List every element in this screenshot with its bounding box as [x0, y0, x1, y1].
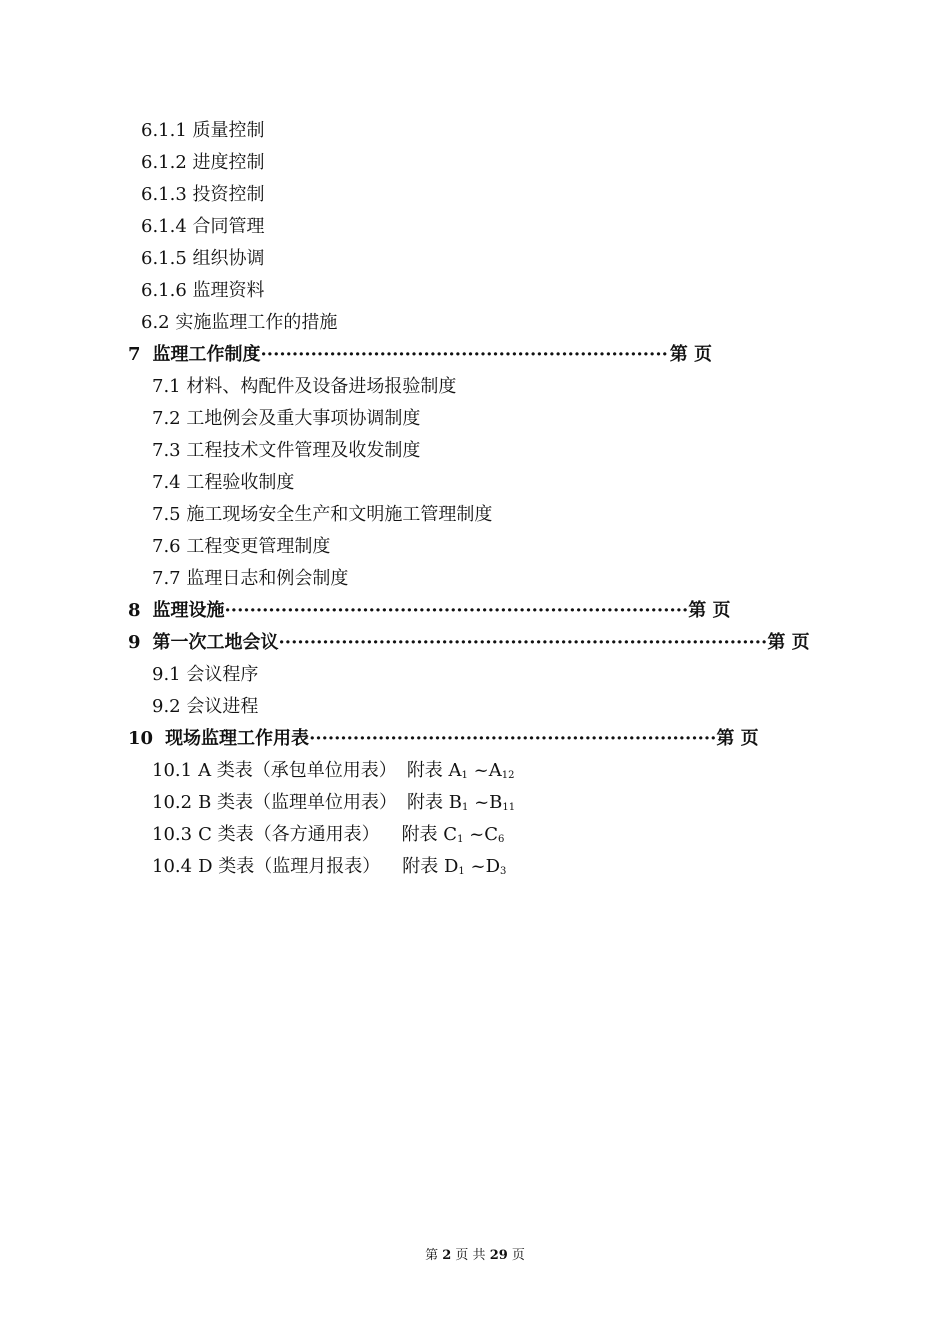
entry-code: 10.2: [152, 792, 193, 813]
subscript: 1: [457, 834, 464, 845]
chapter-title: 监理工作制度: [152, 344, 261, 365]
leader-dots: ··········································································: [224, 600, 689, 621]
subscript: 3: [500, 866, 507, 877]
page-footer: [0, 1248, 950, 1264]
toc-entry-9-2: 9.2 会议进程: [152, 696, 259, 717]
leader-dots: ·································································: [309, 728, 717, 749]
toc-entry-7-7: 7.7 监理日志和例会制度: [152, 568, 349, 589]
entry-code: 10.1: [152, 760, 193, 781]
toc-entry-7-2: 7.2 工地例会及重大事项协调制度: [152, 408, 421, 429]
toc-chapter-8: [128, 600, 731, 622]
toc-entry-7-1: 7.1 材料、构配件及设备进场报验制度: [152, 376, 457, 397]
toc-entry-7-6: 7.6 工程变更管理制度: [152, 536, 331, 557]
page-placeholder: 第 页: [688, 600, 731, 621]
toc-chapter-10: [128, 728, 759, 750]
appendix-ref: 附表 C: [401, 824, 458, 845]
range-sep: ~C: [463, 824, 499, 845]
toc-entry-10-3: [152, 824, 504, 846]
toc-entry-6-1-6: 6.1.6 监理资料: [141, 280, 265, 301]
toc-entry-7-4: 7.4 工程验收制度: [152, 472, 295, 493]
entry-code: 10.4: [152, 856, 193, 877]
entry-code: 10.3: [152, 824, 193, 845]
toc-entry-7-3: 7.3 工程技术文件管理及收发制度: [152, 440, 421, 461]
subscript: 11: [502, 802, 516, 813]
entry-text: C 类表（各方通用表）: [198, 824, 380, 845]
toc-entry-7-5: 7.5 施工现场安全生产和文明施工管理制度: [152, 504, 493, 525]
chapter-title: 第一次工地会议: [152, 632, 279, 653]
appendix-ref: 附表 D: [402, 856, 459, 877]
subscript: 1: [461, 802, 469, 813]
leader-dots: ·································································: [260, 344, 668, 365]
toc-entry-10-2: [152, 792, 515, 814]
appendix-ref: 附表 B: [407, 792, 462, 813]
chapter-number: 8: [128, 600, 141, 621]
chapter-title: 监理设施: [152, 600, 225, 621]
chapter-number: 7: [128, 344, 141, 365]
toc-entry-9-1: 9.1 会议程序: [152, 664, 259, 685]
chapter-number: 9: [128, 632, 141, 653]
page-placeholder: 第 页: [716, 728, 759, 749]
range-sep: ~D: [464, 856, 501, 877]
entry-text: D 类表（监理月报表）: [198, 856, 381, 877]
footer-prefix: 第: [425, 1248, 439, 1263]
range-sep: ~A: [467, 760, 502, 781]
range-sep: ~B: [468, 792, 503, 813]
entry-text: A 类表（承包单位用表）: [198, 760, 397, 781]
toc-entry-10-4: [152, 856, 506, 878]
toc-entry-6-1-5: 6.1.5 组织协调: [141, 248, 265, 269]
footer-suffix: 页: [511, 1248, 525, 1263]
toc-entry-10-1: [152, 760, 514, 782]
toc-entry-6-1-3: 6.1.3 投资控制: [141, 184, 265, 205]
subscript: 6: [498, 834, 505, 845]
chapter-number: 10: [128, 728, 154, 749]
toc-entry-6-1-1: 6.1.1 质量控制: [141, 120, 265, 141]
current-page-number: 2: [442, 1248, 452, 1263]
toc-entry-6-2: 6.2 实施监理工作的措施: [141, 312, 338, 333]
page-placeholder: 第 页: [669, 344, 712, 365]
toc-chapter-9: [128, 632, 810, 654]
footer-middle: 页 共: [455, 1248, 486, 1263]
subscript: 12: [501, 770, 515, 781]
subscript: 1: [458, 866, 465, 877]
leader-dots: ··············································································: [278, 632, 768, 653]
entry-text: B 类表（监理单位用表）: [198, 792, 398, 813]
toc-chapter-7: [128, 344, 712, 366]
appendix-ref: 附表 A: [406, 760, 462, 781]
page-placeholder: 第 页: [767, 632, 810, 653]
total-page-count: 29: [489, 1248, 508, 1263]
toc-entry-6-1-2: 6.1.2 进度控制: [141, 152, 265, 173]
chapter-title: 现场监理工作用表: [165, 728, 310, 749]
toc-entry-6-1-4: 6.1.4 合同管理: [141, 216, 265, 237]
subscript: 1: [461, 770, 468, 781]
